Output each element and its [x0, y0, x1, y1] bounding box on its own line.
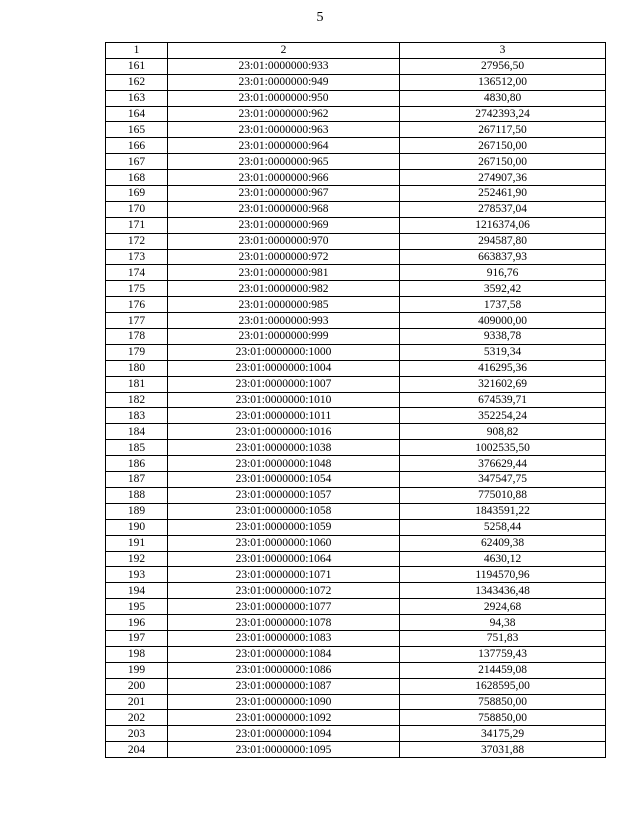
row-number-cell: 178: [106, 329, 168, 345]
row-number-cell: 177: [106, 313, 168, 329]
table-row: [106, 392, 606, 408]
value-cell: 758850,00: [400, 694, 606, 710]
row-number-cell: 181: [106, 376, 168, 392]
cadastral-number-cell: 23:01:0000000:1010: [168, 392, 400, 408]
value-cell: 347547,75: [400, 472, 606, 488]
table-row: [106, 408, 606, 424]
cadastral-number-cell: 23:01:0000000:1071: [168, 567, 400, 583]
cadastral-number-cell: 23:01:0000000:969: [168, 217, 400, 233]
row-number-cell: 161: [106, 58, 168, 74]
table-row: [106, 329, 606, 345]
cadastral-number-cell: 23:01:0000000:1016: [168, 424, 400, 440]
value-cell: 2924,68: [400, 599, 606, 615]
value-cell: 136512,00: [400, 74, 606, 90]
table-row: [106, 313, 606, 329]
cadastral-number-cell: 23:01:0000000:1083: [168, 630, 400, 646]
table-row: [106, 456, 606, 472]
row-number-cell: 189: [106, 503, 168, 519]
table-row: [106, 519, 606, 535]
value-cell: 4630,12: [400, 551, 606, 567]
cadastral-number-cell: 23:01:0000000:1077: [168, 599, 400, 615]
value-cell: 294587,80: [400, 233, 606, 249]
table-row: [106, 472, 606, 488]
cadastral-number-cell: 23:01:0000000:1054: [168, 472, 400, 488]
value-cell: 62409,38: [400, 535, 606, 551]
row-number-cell: 196: [106, 615, 168, 631]
value-cell: 416295,36: [400, 360, 606, 376]
table-row: [106, 567, 606, 583]
value-cell: 214459,08: [400, 662, 606, 678]
value-cell: 663837,93: [400, 249, 606, 265]
row-number-cell: 164: [106, 106, 168, 122]
value-cell: 267150,00: [400, 154, 606, 170]
row-number-cell: 165: [106, 122, 168, 138]
cadastral-number-cell: 23:01:0000000:1059: [168, 519, 400, 535]
cadastral-number-cell: 23:01:0000000:993: [168, 313, 400, 329]
value-cell: 9338,78: [400, 329, 606, 345]
row-number-cell: 169: [106, 186, 168, 202]
table-row: [106, 424, 606, 440]
table-row: [106, 360, 606, 376]
cadastral-number-cell: 23:01:0000000:1057: [168, 487, 400, 503]
cadastral-number-cell: 23:01:0000000:950: [168, 90, 400, 106]
value-cell: 1002535,50: [400, 440, 606, 456]
cadastral-number-cell: 23:01:0000000:1058: [168, 503, 400, 519]
row-number-cell: 168: [106, 170, 168, 186]
table-row: [106, 440, 606, 456]
table-row: [106, 615, 606, 631]
value-cell: 1343436,48: [400, 583, 606, 599]
row-number-cell: 194: [106, 583, 168, 599]
table-row: [106, 742, 606, 758]
table-row: [106, 201, 606, 217]
row-number-cell: 171: [106, 217, 168, 233]
cadastral-number-cell: 23:01:0000000:1072: [168, 583, 400, 599]
row-number-cell: 187: [106, 472, 168, 488]
cadastral-number-cell: 23:01:0000000:981: [168, 265, 400, 281]
value-cell: 94,38: [400, 615, 606, 631]
row-number-cell: 184: [106, 424, 168, 440]
cadastral-number-cell: 23:01:0000000:1060: [168, 535, 400, 551]
table-row: [106, 376, 606, 392]
row-number-cell: 179: [106, 344, 168, 360]
row-number-cell: 166: [106, 138, 168, 154]
table-row: [106, 106, 606, 122]
table-row: [106, 170, 606, 186]
table-row: [106, 217, 606, 233]
row-number-cell: 203: [106, 726, 168, 742]
row-number-cell: 176: [106, 297, 168, 313]
row-number-cell: 172: [106, 233, 168, 249]
table-row: [106, 630, 606, 646]
table-row: [106, 186, 606, 202]
table-row: [106, 58, 606, 74]
value-cell: 1628595,00: [400, 678, 606, 694]
value-cell: 267117,50: [400, 122, 606, 138]
row-number-cell: 167: [106, 154, 168, 170]
row-number-cell: 162: [106, 74, 168, 90]
table-row: [106, 678, 606, 694]
row-number-cell: 195: [106, 599, 168, 615]
value-cell: 758850,00: [400, 710, 606, 726]
value-cell: 1194570,96: [400, 567, 606, 583]
value-cell: 3592,42: [400, 281, 606, 297]
row-number-cell: 183: [106, 408, 168, 424]
value-cell: 5319,34: [400, 344, 606, 360]
cadastral-number-cell: 23:01:0000000:1090: [168, 694, 400, 710]
table-row: [106, 154, 606, 170]
cadastral-number-cell: 23:01:0000000:1007: [168, 376, 400, 392]
value-cell: 5258,44: [400, 519, 606, 535]
table-row: [106, 662, 606, 678]
value-cell: 1216374,06: [400, 217, 606, 233]
value-cell: 4830,80: [400, 90, 606, 106]
table-row: [106, 503, 606, 519]
table-row: [106, 297, 606, 313]
row-number-cell: 174: [106, 265, 168, 281]
row-number-cell: 186: [106, 456, 168, 472]
value-cell: 352254,24: [400, 408, 606, 424]
column-header-3: 3: [400, 43, 606, 59]
value-cell: 274907,36: [400, 170, 606, 186]
row-number-cell: 193: [106, 567, 168, 583]
value-cell: 37031,88: [400, 742, 606, 758]
row-number-cell: 163: [106, 90, 168, 106]
row-number-cell: 173: [106, 249, 168, 265]
table-row: [106, 233, 606, 249]
table-row: [106, 122, 606, 138]
row-number-cell: 180: [106, 360, 168, 376]
cadastral-number-cell: 23:01:0000000:1004: [168, 360, 400, 376]
table-row: [106, 551, 606, 567]
table-row: [106, 646, 606, 662]
row-number-cell: 185: [106, 440, 168, 456]
cadastral-number-cell: 23:01:0000000:1011: [168, 408, 400, 424]
value-cell: 751,83: [400, 630, 606, 646]
value-cell: 2742393,24: [400, 106, 606, 122]
cadastral-number-cell: 23:01:0000000:949: [168, 74, 400, 90]
row-number-cell: 198: [106, 646, 168, 662]
row-number-cell: 200: [106, 678, 168, 694]
value-cell: 1737,58: [400, 297, 606, 313]
table-row: [106, 710, 606, 726]
row-number-cell: 199: [106, 662, 168, 678]
row-number-cell: 197: [106, 630, 168, 646]
data-table: [105, 42, 606, 758]
value-cell: 409000,00: [400, 313, 606, 329]
cadastral-number-cell: 23:01:0000000:982: [168, 281, 400, 297]
table-row: [106, 535, 606, 551]
row-number-cell: 188: [106, 487, 168, 503]
page-number: 5: [316, 10, 324, 25]
cadastral-number-cell: 23:01:0000000:970: [168, 233, 400, 249]
cadastral-number-cell: 23:01:0000000:968: [168, 201, 400, 217]
column-header-2: 2: [168, 43, 400, 59]
value-cell: 1843591,22: [400, 503, 606, 519]
cadastral-number-cell: 23:01:0000000:1095: [168, 742, 400, 758]
table-row: [106, 249, 606, 265]
value-cell: 908,82: [400, 424, 606, 440]
table-row: [106, 265, 606, 281]
table-row: [106, 583, 606, 599]
row-number-cell: 182: [106, 392, 168, 408]
value-cell: 34175,29: [400, 726, 606, 742]
cadastral-number-cell: 23:01:0000000:1092: [168, 710, 400, 726]
row-number-cell: 192: [106, 551, 168, 567]
row-number-cell: 201: [106, 694, 168, 710]
value-cell: 775010,88: [400, 487, 606, 503]
value-cell: 27956,50: [400, 58, 606, 74]
cadastral-number-cell: 23:01:0000000:1048: [168, 456, 400, 472]
cadastral-number-cell: 23:01:0000000:972: [168, 249, 400, 265]
cadastral-number-cell: 23:01:0000000:967: [168, 186, 400, 202]
cadastral-number-cell: 23:01:0000000:1064: [168, 551, 400, 567]
value-cell: 321602,69: [400, 376, 606, 392]
cadastral-number-cell: 23:01:0000000:1094: [168, 726, 400, 742]
cadastral-number-cell: 23:01:0000000:1078: [168, 615, 400, 631]
cadastral-number-cell: 23:01:0000000:1087: [168, 678, 400, 694]
table-row: [106, 726, 606, 742]
cadastral-number-cell: 23:01:0000000:964: [168, 138, 400, 154]
value-cell: 916,76: [400, 265, 606, 281]
cadastral-number-cell: 23:01:0000000:933: [168, 58, 400, 74]
cadastral-number-cell: 23:01:0000000:985: [168, 297, 400, 313]
cadastral-number-cell: 23:01:0000000:1038: [168, 440, 400, 456]
cadastral-number-cell: 23:01:0000000:962: [168, 106, 400, 122]
row-number-cell: 202: [106, 710, 168, 726]
column-header-1: 1: [106, 43, 168, 59]
table-header-row: [106, 43, 606, 59]
cadastral-number-cell: 23:01:0000000:965: [168, 154, 400, 170]
cadastral-number-cell: 23:01:0000000:963: [168, 122, 400, 138]
table-body: [106, 58, 606, 757]
row-number-cell: 175: [106, 281, 168, 297]
table-row: [106, 74, 606, 90]
cadastral-number-cell: 23:01:0000000:1084: [168, 646, 400, 662]
table-row: [106, 90, 606, 106]
value-cell: 267150,00: [400, 138, 606, 154]
table-row: [106, 487, 606, 503]
row-number-cell: 191: [106, 535, 168, 551]
row-number-cell: 204: [106, 742, 168, 758]
table-row: [106, 599, 606, 615]
table-row: [106, 344, 606, 360]
cadastral-number-cell: 23:01:0000000:1000: [168, 344, 400, 360]
table-row: [106, 281, 606, 297]
cadastral-number-cell: 23:01:0000000:1086: [168, 662, 400, 678]
value-cell: 674539,71: [400, 392, 606, 408]
table-row: [106, 138, 606, 154]
value-cell: 137759,43: [400, 646, 606, 662]
table-row: [106, 694, 606, 710]
cadastral-number-cell: 23:01:0000000:966: [168, 170, 400, 186]
row-number-cell: 170: [106, 201, 168, 217]
value-cell: 376629,44: [400, 456, 606, 472]
cadastral-number-cell: 23:01:0000000:999: [168, 329, 400, 345]
value-cell: 252461,90: [400, 186, 606, 202]
value-cell: 278537,04: [400, 201, 606, 217]
row-number-cell: 190: [106, 519, 168, 535]
